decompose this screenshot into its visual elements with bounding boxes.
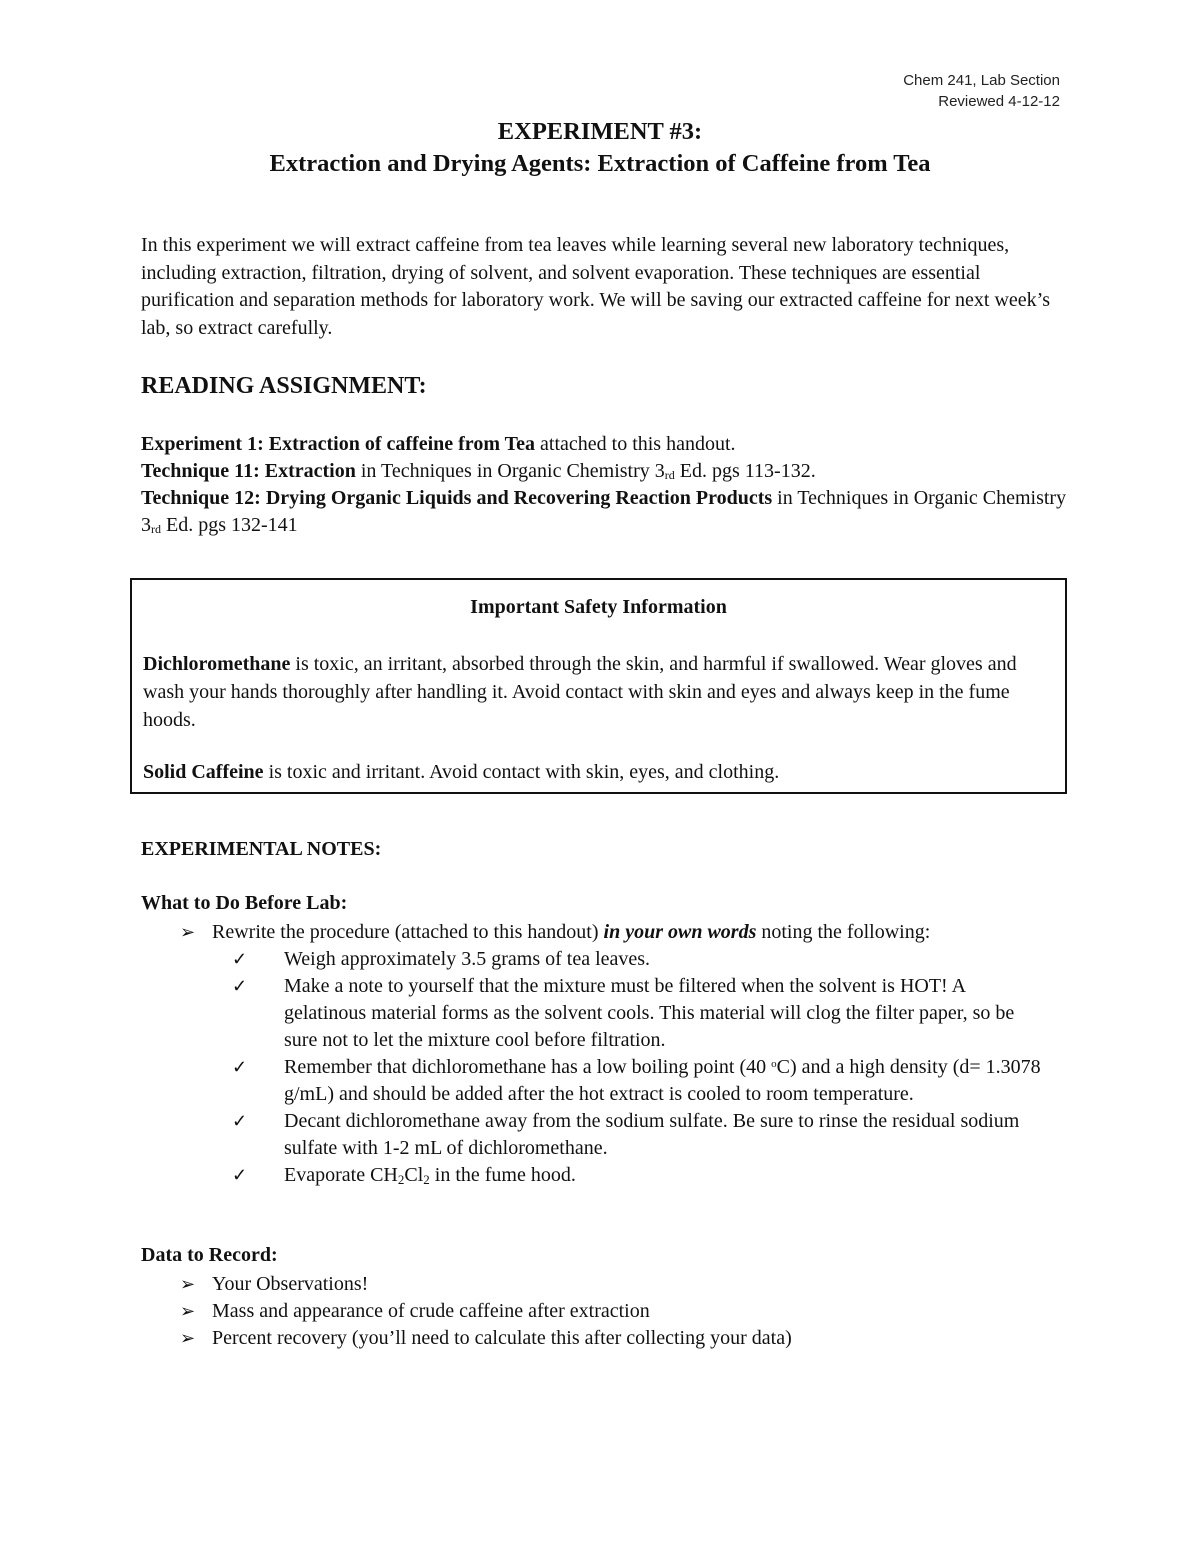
checklist-item <box>232 1054 1052 1108</box>
arrowhead-bullet-icon: ➢ <box>180 1328 196 1348</box>
checklist-item <box>232 1162 1052 1189</box>
intro-paragraph: In this experiment we will extract caffeine from tea leaves while learning several new laboratory techniques, including extraction, filtration, drying of solvent, and solvent evaporation. These techniques are essential purification and separation methods for laboratory work. We will be saving our extracted caffeine for next week’s lab, so extract carefully. <box>141 234 1051 339</box>
reading-title: Extraction of caffeine from Tea <box>268 433 536 455</box>
course-label: Chem 241, Lab Section <box>903 72 1060 89</box>
checklist-text <box>284 1164 576 1186</box>
list-item-text: Mass and appearance of crude caffeine after extraction <box>212 1300 650 1322</box>
ordinal-suffix: rd <box>664 468 675 482</box>
safety-info-box <box>130 578 1067 794</box>
text-span: Cl <box>404 1164 424 1186</box>
subscript: 2 <box>397 1172 405 1187</box>
list-item-text: Percent recovery (you’ll need to calculate this after collecting your data) <box>212 1327 792 1349</box>
reading-list <box>141 431 1071 539</box>
checkmark-icon: ✓ <box>232 1057 248 1077</box>
arrowhead-bullet-icon: ➢ <box>180 1301 196 1321</box>
checklist-text: Make a note to yourself that the mixture must be filtered when the solvent is HOT! A gelatinous material forms as the solvent cools. This material will clog the filter paper, so be sure not to let the mixture cool before filtration. <box>284 975 1015 1051</box>
safety-text: is toxic, an irritant, absorbed through the skin, and harmful if swallowed. Wear gloves and wash your hands thoroughly after handling it. Avoid contact with skin and eyes and always keep in the fume hoods. <box>143 653 1017 731</box>
safety-title: Important Safety Information <box>470 596 727 618</box>
safety-substance: Dichloromethane <box>143 653 291 675</box>
safety-text: is toxic and irritant. Avoid contact with skin, eyes, and clothing. <box>263 761 780 783</box>
reading-title: Drying Organic Liquids and Recovering Reaction Products <box>265 487 773 509</box>
emphasis-text: in your own words <box>603 921 757 943</box>
before-lab-heading: What to Do Before Lab: <box>141 892 348 914</box>
reading-item <box>141 458 1071 485</box>
reading-rest: in Techniques in Organic Chemistry 3 <box>141 487 1067 536</box>
text-span: in the fume hood. <box>429 1164 576 1186</box>
list-item-text <box>212 919 930 946</box>
text-span: C) and a high density (d= 1.3078 g/mL) and should be added after the hot extract is cooled to room temperature. <box>284 1056 1041 1105</box>
header-meta <box>903 70 1060 112</box>
checkmark-icon: ✓ <box>232 1165 248 1185</box>
text-span: Evaporate CH <box>284 1164 398 1186</box>
list-item-text: Your Observations! <box>212 1273 369 1295</box>
checkmark-icon: ✓ <box>232 976 248 996</box>
text-span: Rewrite the procedure (attached to this handout) <box>212 921 604 943</box>
checklist-text: Decant dichloromethane away from the sodium sulfate. Be sure to rinse the residual sodium sulfate with 1-2 mL of dichloromethane. <box>284 1110 1020 1159</box>
text-span: noting the following: <box>756 921 931 943</box>
reading-rest: attached to this handout. <box>535 433 736 455</box>
data-record-heading: Data to Record: <box>141 1244 278 1266</box>
notes-heading: EXPERIMENTAL NOTES: <box>141 838 382 860</box>
reading-label: Technique 12: <box>141 487 261 509</box>
ordinal-suffix: rd <box>151 522 161 536</box>
checklist-text <box>284 1056 1041 1105</box>
checklist-text: Weigh approximately 3.5 grams of tea leaves. <box>284 948 651 970</box>
subscript: 2 <box>423 1172 430 1187</box>
reading-label: Experiment 1: <box>141 433 264 455</box>
safety-dichloromethane <box>143 650 1058 734</box>
page-title <box>0 116 1200 180</box>
arrowhead-bullet-icon: ➢ <box>180 922 196 942</box>
checklist-item <box>232 946 1052 973</box>
reading-item <box>141 485 1071 539</box>
safety-substance: Solid Caffeine <box>143 761 264 783</box>
reading-rest: Ed. pgs 132-141 <box>161 514 298 536</box>
reading-item <box>141 431 1071 458</box>
safety-caffeine <box>143 758 1058 786</box>
reading-rest: in Techniques in Organic Chemistry 3 <box>355 460 665 482</box>
checklist-item <box>232 973 1052 1054</box>
text-span: Remember that dichloromethane has a low boiling point (40 <box>284 1056 772 1078</box>
degree-symbol: o <box>771 1058 777 1070</box>
reading-heading: READING ASSIGNMENT: <box>141 373 427 399</box>
reviewed-date: Reviewed 4-12-12 <box>938 93 1060 110</box>
checkmark-icon: ✓ <box>232 1111 248 1131</box>
reading-rest: Ed. pgs 113-132. <box>674 460 816 482</box>
title-line-1: EXPERIMENT #3: <box>497 118 703 145</box>
reading-title: Extraction <box>264 460 356 482</box>
reading-label: Technique 11: <box>141 460 260 482</box>
checklist-item <box>232 1108 1052 1162</box>
checkmark-icon: ✓ <box>232 949 248 969</box>
arrowhead-bullet-icon: ➢ <box>180 1274 196 1294</box>
title-line-2: Extraction and Drying Agents: Extraction of Caffeine from Tea <box>269 150 931 177</box>
checklist <box>232 946 1052 1189</box>
